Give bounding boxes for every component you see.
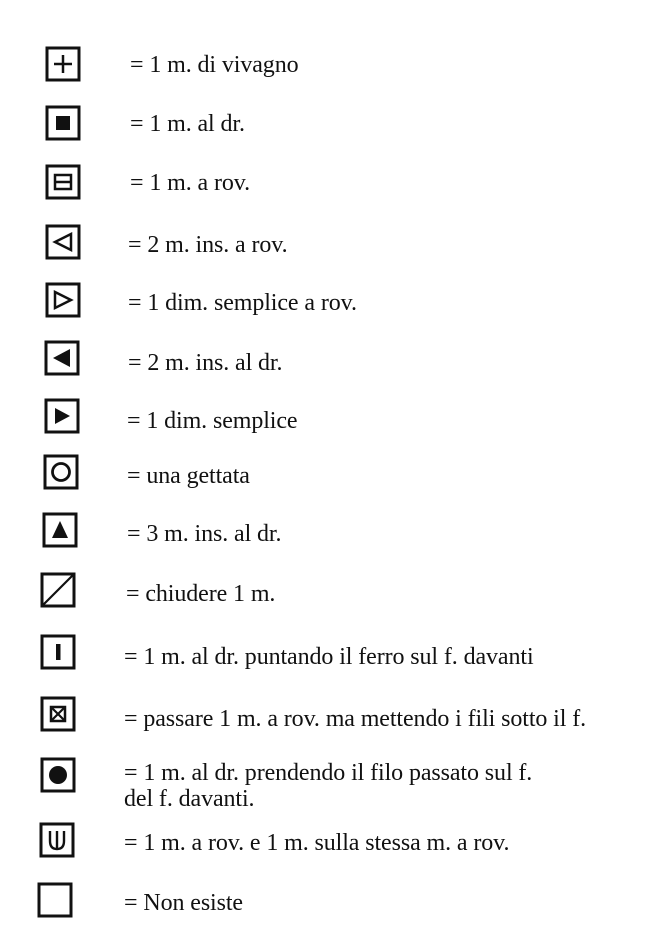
- right-triangle-filled-box-icon: [44, 398, 80, 434]
- filled-circle-box-icon: [40, 757, 76, 793]
- legend-text-line: = 1 m. al dr. puntando il ferro sul f. davanti: [124, 644, 534, 670]
- legend-row-knit-front-loop: [0, 632, 653, 682]
- legend-row-simple-decrease: [0, 394, 653, 444]
- legend-row-slip-purlwise: [0, 693, 653, 743]
- legend-row-simple-decrease-purl: [0, 278, 653, 328]
- legend-row-purl-increase: [0, 820, 653, 870]
- legend-text: [124, 706, 586, 732]
- legend-text-line: = passare 1 m. a rov. ma mettendo i fili sotto il f.: [124, 706, 587, 732]
- legend-row-bind-off: [0, 568, 653, 618]
- u-shape-box-icon: [39, 822, 75, 858]
- legend-text-line: = 1 m. a rov.: [130, 170, 250, 196]
- legend-row-selvage-stitch: [0, 42, 653, 92]
- legend-text: [130, 111, 245, 137]
- legend-row-knit-slipped-yarn: [0, 754, 653, 818]
- legend-text-line: = 3 m. ins. al dr.: [127, 521, 282, 547]
- filled-square-box-icon: [45, 105, 81, 141]
- crossed-square-box-icon: [40, 696, 76, 732]
- legend-text: [127, 463, 250, 489]
- legend-text: [128, 350, 282, 376]
- legend-row-knit-stitch: [0, 101, 653, 151]
- legend-row-purl-two-together: [0, 220, 653, 270]
- legend-text: [130, 52, 299, 78]
- plus-box-icon: [45, 46, 81, 82]
- legend-text: [128, 232, 288, 258]
- legend-row-yarn-over: [0, 451, 653, 501]
- legend-text: [124, 644, 534, 670]
- legend-text: [127, 408, 297, 434]
- diagonal-slash-box-icon: [40, 572, 76, 608]
- circle-outline-box-icon: [43, 454, 79, 490]
- legend-text-continuation: del f. davanti.: [124, 786, 255, 812]
- legend-row-purl-stitch: [0, 160, 653, 210]
- legend-text-line: = 2 m. ins. al dr.: [128, 350, 283, 376]
- legend-text-line: = 1 dim. semplice a rov.: [128, 290, 357, 316]
- legend-text: [124, 760, 532, 812]
- legend-row-knit-two-together: [0, 336, 653, 386]
- legend-text: [124, 890, 243, 916]
- legend-text-line: = 1 m. a rov. e 1 m. sulla stessa m. a rov.: [124, 830, 510, 856]
- left-triangle-outline-box-icon: [45, 224, 81, 260]
- right-triangle-outline-box-icon: [45, 282, 81, 318]
- legend-text: [126, 581, 275, 607]
- legend-text-line: = 1 m. al dr.: [130, 111, 245, 137]
- legend-text-line: = una gettata: [127, 463, 250, 489]
- legend-text-line: = 1 dim. semplice: [127, 408, 298, 434]
- left-triangle-filled-box-icon: [44, 340, 80, 376]
- vertical-bar-box-icon: [40, 634, 76, 670]
- empty-box-icon: [37, 882, 73, 918]
- legend-text-line: = chiudere 1 m.: [126, 581, 276, 607]
- legend-text-line: = 1 m. di vivagno: [130, 52, 299, 78]
- legend-text-line: = Non esiste: [124, 890, 243, 916]
- legend-text: [127, 521, 281, 547]
- minus-box-icon: [45, 164, 81, 200]
- legend-text: [128, 290, 357, 316]
- legend-text: [124, 830, 509, 856]
- legend-row-no-stitch: [0, 880, 653, 930]
- legend-row-knit-three-together: [0, 508, 653, 558]
- legend-text-line: = 1 m. al dr. prendendo il filo passato sul f.: [124, 760, 533, 786]
- legend-text: [130, 170, 250, 196]
- up-triangle-filled-box-icon: [42, 512, 78, 548]
- legend-text-line: = 2 m. ins. a rov.: [128, 232, 288, 258]
